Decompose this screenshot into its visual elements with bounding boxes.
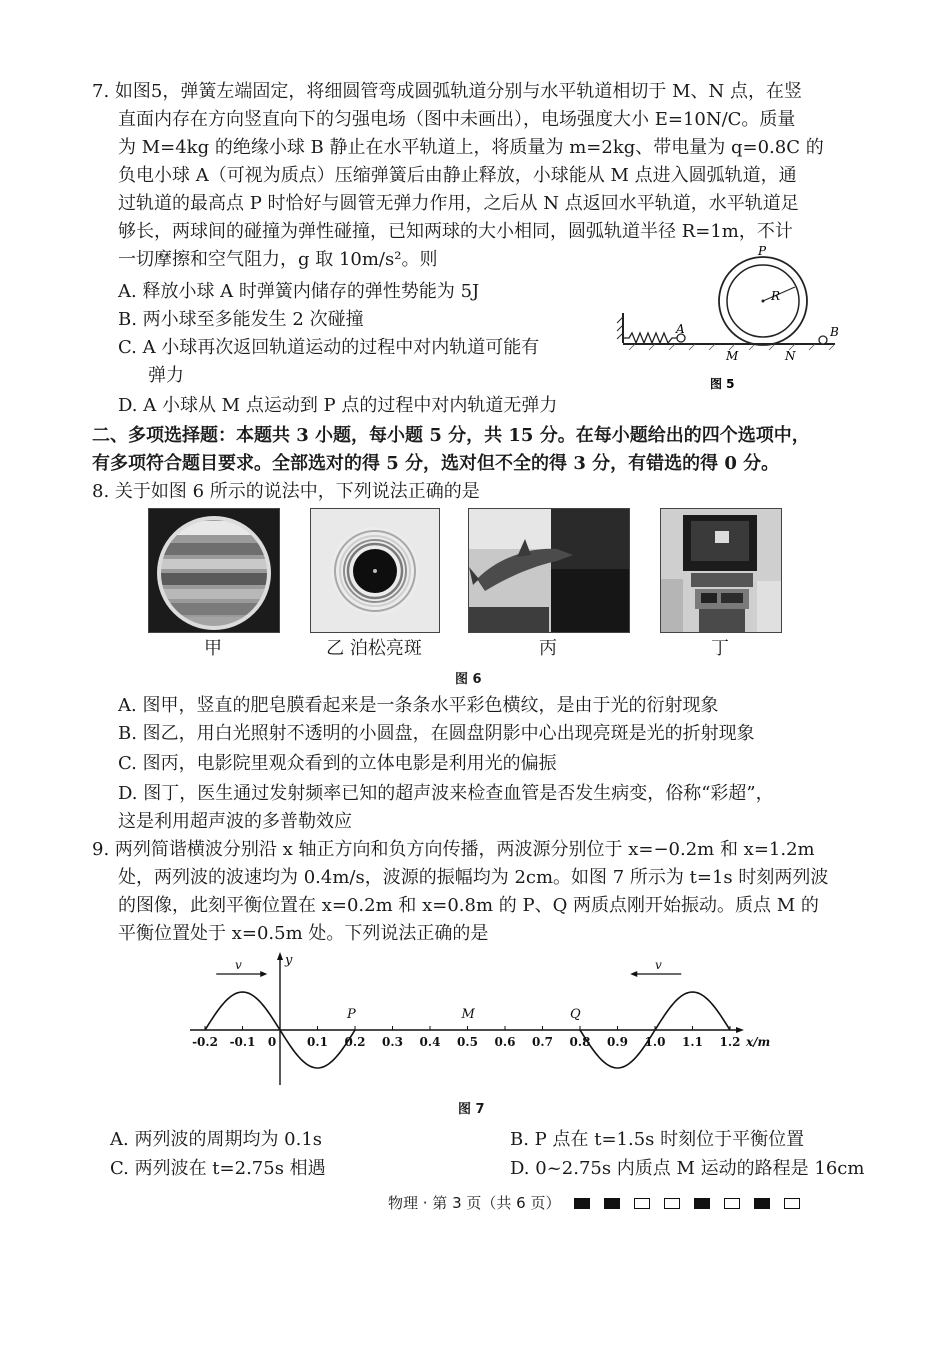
x-axis-unit-label: x/m: [746, 1035, 771, 1049]
photo-ultrasound: [660, 508, 782, 633]
figure-5: [615, 245, 850, 395]
footer-block: [634, 1198, 650, 1209]
footer-block: [754, 1198, 770, 1209]
q7-line-4: 负电小球 A（可视为质点）压缩弹簧后由静止释放，小球能从 M 点进入圆弧轨道，通: [118, 165, 797, 186]
q7-option-c[interactable]: C. A 小球再次返回轨道运动的过程中对内轨道可能有: [118, 337, 540, 358]
footer-block: [724, 1198, 740, 1209]
photo-label-ding: 丁: [711, 638, 729, 659]
x-tick-label: -0.2: [192, 1035, 218, 1049]
photo-label-jia: 甲: [204, 638, 222, 659]
q9-option-a[interactable]: A. 两列波的周期均为 0.1s: [110, 1129, 323, 1150]
footer-block: [604, 1198, 620, 1209]
q7-line-5: 过轨道的最高点 P 时恰好与圆管无弹力作用，之后从 N 点返回水平轨道，水平轨道足: [118, 193, 799, 214]
x-tick-label: 0.3: [382, 1035, 403, 1049]
spring: [623, 333, 677, 343]
q7-line-2: 直面内存在方向竖直向下的匀强电场（图中未画出），电场强度大小 E=10N/C。质量: [118, 109, 796, 130]
q7-line-3: 为 M=4kg 的绝缘小球 B 静止在水平轨道上，将质量为 m=2kg、带电量为 q=0.8C 的: [118, 137, 824, 158]
x-tick-label: 0.1: [307, 1035, 328, 1049]
photo-label-bing: 丙: [539, 638, 557, 659]
photo-3d-movie: [468, 508, 630, 633]
left-velocity-label: v: [235, 958, 242, 972]
footer-block: [784, 1198, 800, 1209]
q9-line-4: 平衡位置处于 x=0.5m 处。下列说法正确的是: [118, 923, 489, 944]
q7-line-6: 够长，两球间的碰撞为弹性碰撞，已知两球的大小相同，圆弧轨道半径 R=1m，不计: [118, 221, 793, 242]
right-velocity-arrowhead: [630, 971, 637, 977]
section-2-heading-1: 二、多项选择题：本题共 3 小题，每小题 5 分，共 15 分。在每小题给出的四个选项中，: [92, 425, 810, 446]
q8-option-b[interactable]: B. 图乙，用白光照射不透明的小圆盘，在圆盘阴影中心出现亮斑是光的折射现象: [118, 723, 755, 744]
footer-text: 物理 · 第 3 页（共 6 页）: [388, 1194, 561, 1212]
page-footer: [388, 1192, 800, 1213]
label-m: M: [461, 1007, 475, 1022]
q8-option-c[interactable]: C. 图丙，电影院里观众看到的立体电影是利用光的偏振: [118, 753, 557, 774]
q9-option-b[interactable]: B. P 点在 t=1.5s 时刻位于平衡位置: [510, 1129, 805, 1150]
q7-option-d[interactable]: D. A 小球从 M 点运动到 P 点的过程中对内轨道无弹力: [118, 395, 558, 416]
q9-line-1: 9. 两列简谐横波分别沿 x 轴正方向和负方向传播，两波源分别位于 x=−0.2m 和 x=1.2m: [92, 839, 815, 860]
label-p: P: [758, 245, 767, 258]
label-r: R: [771, 289, 781, 303]
y-axis-label: y: [285, 953, 293, 968]
x-tick-label: 1.2: [719, 1035, 741, 1049]
footer-block: [694, 1198, 710, 1209]
label-n: N: [785, 349, 796, 363]
q8-stem: 8. 关于如图 6 所示的说法中，下列说法正确的是: [92, 481, 480, 502]
photo-label-yi: 乙 泊松亮斑: [326, 638, 422, 659]
q7-line-1: 7. 如图5，弹簧左端固定，将细圆管弯成圆弧轨道分别与水平轨道相切于 M、N 点，在竖: [92, 81, 802, 102]
q7-line-7: 一切摩擦和空气阻力，g 取 10m/s²。则: [118, 249, 438, 270]
q8-option-a[interactable]: A. 图甲，竖直的肥皂膜看起来是一条条水平彩色横纹，是由于光的衍射现象: [118, 695, 719, 716]
x-tick-label: 0.9: [607, 1035, 628, 1049]
photo-poisson-spot: [310, 508, 440, 633]
q7-option-b[interactable]: B. 两小球至多能发生 2 次碰撞: [118, 309, 364, 330]
x-tick-label: 1.1: [682, 1035, 703, 1049]
x-tick-label: 0.5: [457, 1035, 478, 1049]
label-m: M: [726, 349, 739, 363]
x-tick-label: 1.0: [644, 1035, 666, 1049]
x-tick-label: 0.7: [532, 1035, 553, 1049]
footer-block: [664, 1198, 680, 1209]
label-q: Q: [570, 1007, 581, 1022]
figure-7-caption: 图 7: [458, 1102, 485, 1117]
q9-line-3: 的图像，此刻平衡位置在 x=0.2m 和 x=0.8m 的 P、Q 两质点刚开始振动。质点 M 的: [118, 895, 819, 916]
figure-5-caption: 图 5: [710, 377, 735, 391]
x-tick-label: -0.1: [229, 1035, 256, 1049]
y-axis-arrow: [277, 952, 283, 960]
q9-option-d[interactable]: D. 0~2.75s 内质点 M 运动的路程是 16cm: [510, 1158, 865, 1179]
q8-option-d[interactable]: D. 图丁，医生通过发射频率已知的超声波来检查血管是否发生病变，俗称“彩超”，: [118, 783, 774, 804]
left-velocity-arrowhead: [260, 971, 267, 977]
x-tick-label: 0.6: [494, 1035, 516, 1049]
footer-blocks: [560, 1194, 800, 1212]
label-b: B: [830, 325, 839, 339]
x-tick-label: 0.2: [344, 1035, 366, 1049]
label-a: A: [676, 322, 685, 336]
x-tick-label: 0: [267, 1035, 277, 1049]
q9-line-2: 处，两列波的波速均为 0.4m/s，波源的振幅均为 2cm。如图 7 所示为 t=1s 时刻两列波: [118, 867, 829, 888]
q8-option-d-cont: 这是利用超声波的多普勒效应: [118, 811, 352, 832]
x-axis-arrow: [736, 1027, 744, 1033]
x-tick-label: 0.8: [569, 1035, 591, 1049]
ball-b: [819, 336, 827, 344]
label-p: P: [347, 1007, 356, 1022]
photo-soap-film: [148, 508, 280, 633]
section-2-heading-2: 有多项符合题目要求。全部选对的得 5 分，选对但不全的得 3 分，有错选的得 0 分。: [92, 453, 780, 474]
q7-option-c-cont: 弹力: [148, 365, 184, 386]
figure-7-wave-chart: [180, 950, 790, 1090]
footer-block: [574, 1198, 590, 1209]
figure-6-caption: 图 6: [455, 672, 482, 687]
right-velocity-label: v: [655, 958, 662, 972]
q9-option-c[interactable]: C. 两列波在 t=2.75s 相遇: [110, 1158, 326, 1179]
x-tick-label: 0.4: [419, 1035, 441, 1049]
q7-option-a[interactable]: A. 释放小球 A 时弹簧内储存的弹性势能为 5J: [118, 281, 480, 302]
